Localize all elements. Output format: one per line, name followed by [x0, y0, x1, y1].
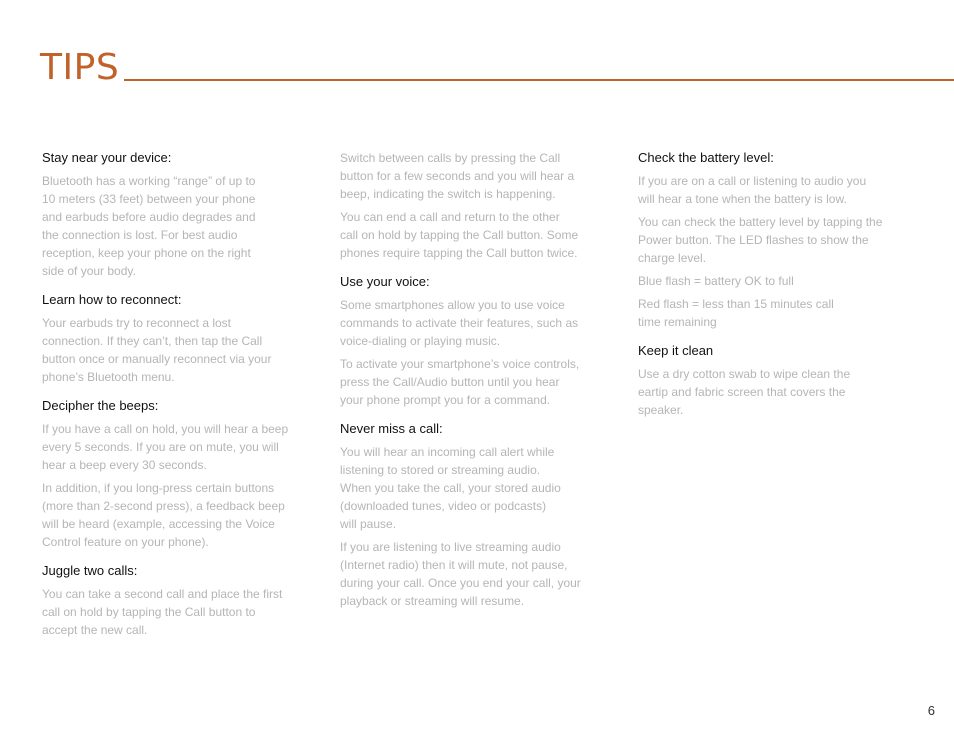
paragraph-battery-3: Blue flash = battery OK to full	[638, 274, 794, 288]
paragraph-beeps-1: If you have a call on hold, you will hear a beep every 5 seconds. If you are on mute, you will hear a beep every 30 seconds.	[42, 422, 289, 472]
paragraph-voice-2: To activate your smartphone’s voice controls, press the Call/Audio button until you hear your phone prompt you for a command.	[340, 357, 580, 407]
heading-clean: Keep it clean	[638, 343, 714, 358]
paragraph-never-miss-2: If you are listening to live streaming audio (Internet radio) then it will mute, not pause, during your call. Once you end your call, your playback or streaming will resume.	[340, 540, 581, 608]
heading-two-calls: Juggle two calls:	[42, 563, 138, 578]
page-number: 6	[927, 703, 935, 718]
heading-voice: Use your voice:	[340, 274, 430, 289]
paragraph-never-miss-1: You will hear an incoming call alert while listening to stored or streaming audio. When you take the call, your stored audio (downloaded tunes, video or podcasts) will pause.	[340, 445, 561, 531]
paragraph-two-calls-1: You can take a second call and place the first call on hold by tapping the Call button to accept the new call.	[42, 587, 283, 637]
column-right	[638, 149, 906, 424]
column-left	[42, 149, 308, 644]
paragraph-voice-1: Some smartphones allow you to use voice commands to activate their features, such as voice-dialing or playing music.	[340, 298, 579, 348]
page-title: TIPS	[40, 47, 120, 88]
heading-beeps: Decipher the beeps:	[42, 398, 159, 413]
paragraph-battery-1: If you are on a call or listening to audio you will hear a tone when the battery is low.	[638, 174, 867, 206]
paragraph-stay-near-1: Bluetooth has a working “range” of up to 10 meters (33 feet) between your phone and earbuds before audio degrades and the connection is lost. For best audio reception, keep your phone on the right side of your body.	[42, 174, 256, 278]
paragraph-battery-2: You can check the battery level by tapping the Power button. The LED flashes to show the charge level.	[638, 215, 883, 265]
title-rule	[124, 79, 954, 81]
paragraph-two-calls-3: You can end a call and return to the other call on hold by tapping the Call button. Some phones require tapping the Call button twice.	[340, 210, 579, 260]
paragraph-two-calls-2: Switch between calls by pressing the Call button for a few seconds and you will hear a beep, indicating the switch is happening.	[340, 151, 575, 201]
column-middle	[340, 149, 608, 615]
heading-battery: Check the battery level:	[638, 150, 774, 165]
heading-reconnect: Learn how to reconnect:	[42, 292, 182, 307]
heading-stay-near: Stay near your device:	[42, 150, 172, 165]
paragraph-clean-1: Use a dry cotton swab to wipe clean the eartip and fabric screen that covers the speaker.	[638, 367, 851, 417]
paragraph-reconnect-1: Your earbuds try to reconnect a lost connection. If they can’t, then tap the Call button once or manually reconnect via your phone’s Bluetooth menu.	[42, 316, 272, 384]
paragraph-battery-4: Red flash = less than 15 minutes call time remaining	[638, 297, 834, 329]
heading-never-miss: Never miss a call:	[340, 421, 443, 436]
paragraph-beeps-2: In addition, if you long-press certain buttons (more than 2-second press), a feedback beep will be heard (example, accessing the Voice Control feature on your phone).	[42, 481, 285, 549]
